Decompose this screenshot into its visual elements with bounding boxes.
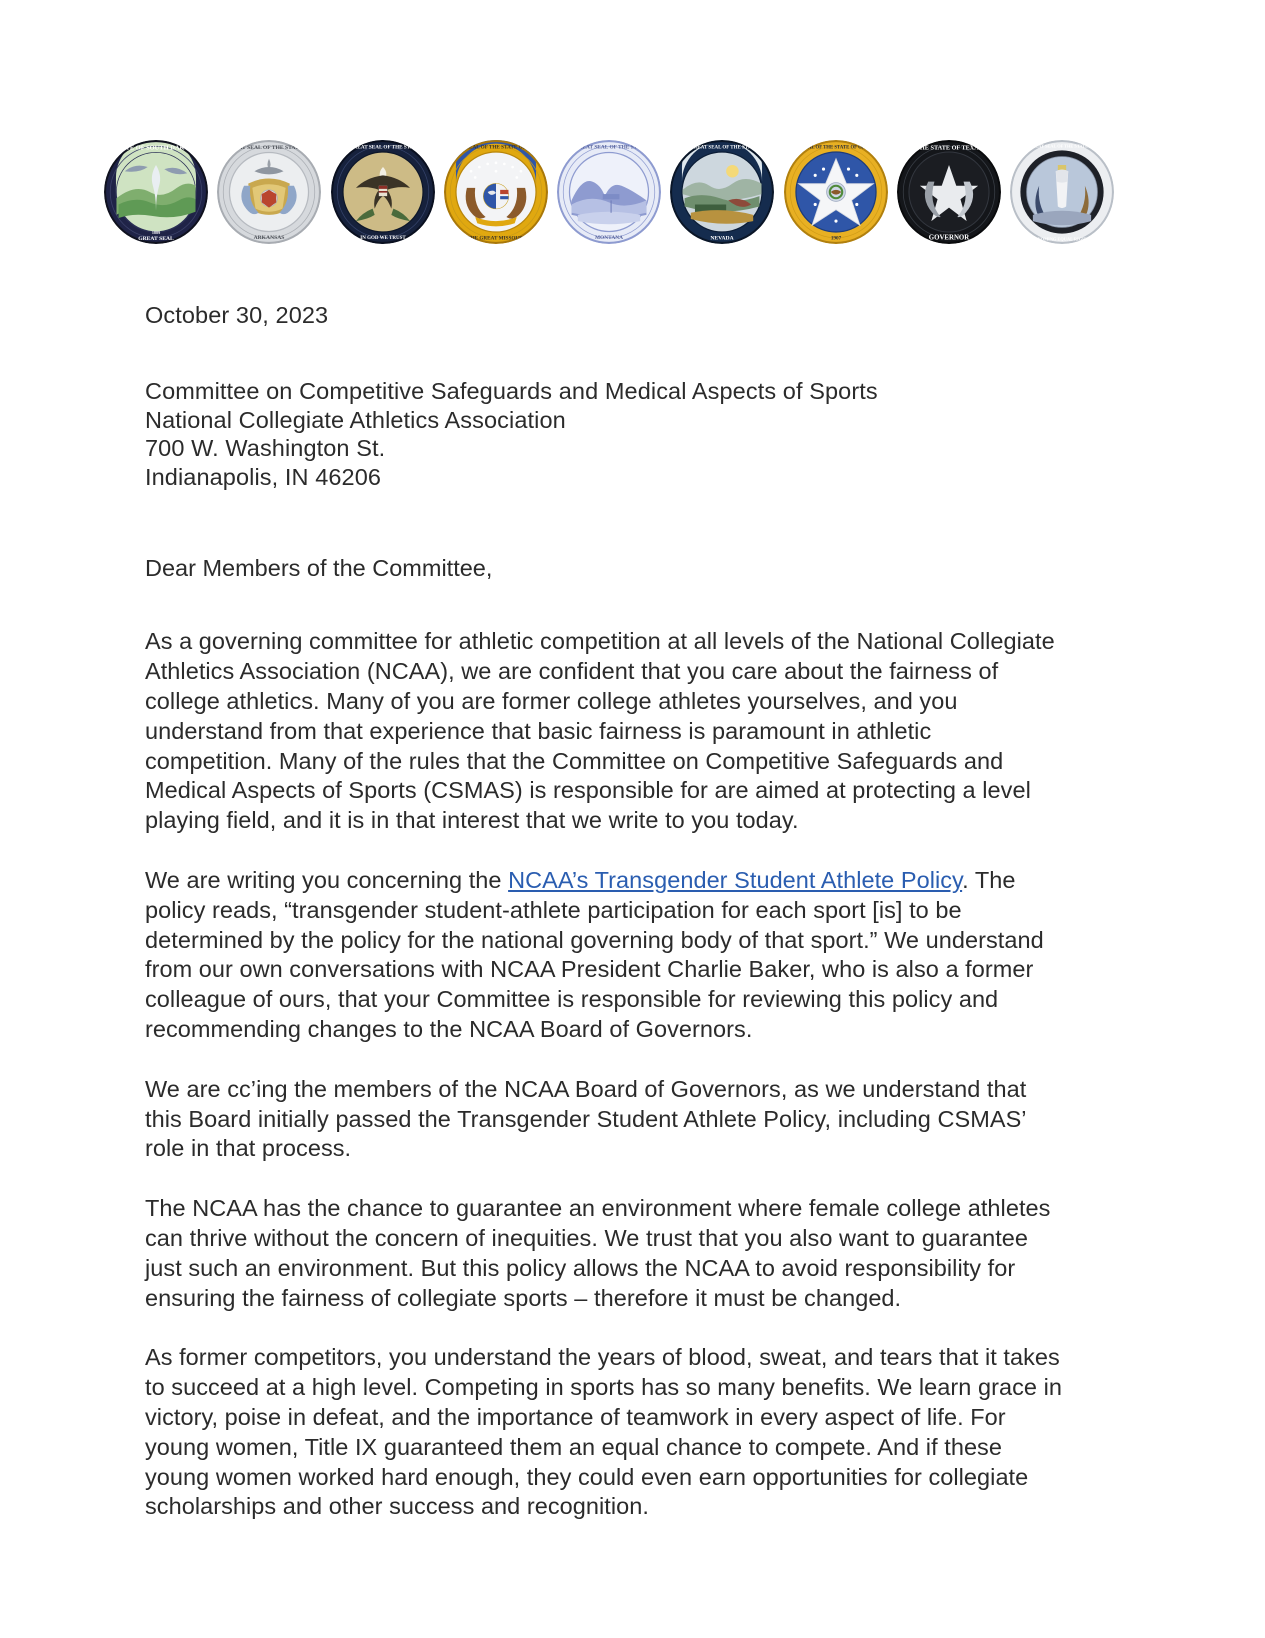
address-line: 700 W. Washington St. xyxy=(145,435,386,462)
svg-text:NEVADA: NEVADA xyxy=(710,235,734,242)
svg-text:THE GREAT SEAL OF THE STATE OF: THE GREAT SEAL OF THE STATE OF xyxy=(336,144,429,151)
body-paragraph-4: The NCAA has the chance to guarantee an environment where female college athletes can thrive without the concern of inequities. We trust that you also want to guarantee just such an environment. But this policy allows the NCAA to avoid responsibility for ensuring the fairness of collegiate sports – therefore it must be changed. xyxy=(145,1195,1051,1311)
seal-missouri xyxy=(444,140,548,244)
address-line: National Collegiate Athletics Association xyxy=(145,406,566,433)
svg-text:1907: 1907 xyxy=(830,235,841,242)
seal-montana xyxy=(557,140,661,244)
letter-content xyxy=(145,300,1065,1522)
link-para-before: We are writing you concerning the xyxy=(145,866,509,893)
svg-text:GREAT SEAL OF THE STATE OF: GREAT SEAL OF THE STATE OF xyxy=(226,144,312,151)
svg-text:1889: 1889 xyxy=(151,230,161,236)
state-seals-row xyxy=(104,132,1114,252)
body-paragraph-5: As former competitors, you understand the years of blood, sweat, and tears that it takes to succeed at a high level. Competing in sports has so many benefits. We learn grace in victory, poise in defeat, and the importance of teamwork in every aspect of life. For young women, Title IX guaranteed them an equal chance to compete. And if these young women worked hard enough, they could even earn opportunities for collegiate scholarships and other success and recognition. xyxy=(145,1344,1062,1520)
seal-arkansas xyxy=(217,140,321,244)
body-paragraph-1: As a governing committee for athletic competition at all levels of the National Collegiate Athletics Association (NCAA), we are confident that you care about the fairness of college athletics. Many of you are former college athletes yourselves, and you understand from that experience that basic fairness is paramount in athletic competition. Many of the rules that the Committee on Competitive Safeguards and Medical Aspects of Sports (CSMAS) is responsible for are aimed at protecting a level playing field, and it is in that interest that we write to you today. xyxy=(145,628,1055,834)
svg-text:WYOMING EQUAL RIGHTS: WYOMING EQUAL RIGHTS xyxy=(1033,236,1091,242)
recipient-address xyxy=(145,377,1065,491)
svg-text:THE GREAT SEAL OF THE STATE OF: THE GREAT SEAL OF THE STATE OF xyxy=(561,144,657,151)
link-para-after: . The policy reads, “transgender student-athlete participation for each sport [is] to be determined by the policy for the national governing body of that sport.” We understand from our own conversations with NCAA President Charlie Baker, who is also a former colleague of ours, that your Committee is responsible for reviewing this policy and recommending changes to the NCAA Board of Governors. xyxy=(145,866,1044,1042)
svg-text:GOVERNOR: GOVERNOR xyxy=(928,234,969,242)
address-line: Indianapolis, IN 46206 xyxy=(145,463,382,490)
svg-text:GREAT SEAL OF THE STATE OF OKL: GREAT SEAL OF THE STATE OF OKLAHOMA xyxy=(783,145,888,151)
seal-nevada xyxy=(670,140,774,244)
seal-oklahoma xyxy=(784,140,888,244)
svg-text:THE GREAT SEAL OF THE STATE OF: THE GREAT SEAL OF THE STATE OF xyxy=(678,145,767,151)
svg-text:STATE OF SOUTH DAKOTA: STATE OF SOUTH DAKOTA xyxy=(114,144,198,152)
svg-text:THE GREAT MISSOURI: THE GREAT MISSOURI xyxy=(466,235,525,242)
salutation: Dear Members of the Committee, xyxy=(145,555,493,582)
svg-text:MONTANA: MONTANA xyxy=(594,235,624,242)
svg-text:ARKANSAS: ARKANSAS xyxy=(253,235,285,242)
svg-text:GREAT SEAL: GREAT SEAL xyxy=(138,235,174,242)
svg-text:IN GOD WE TRUST: IN GOD WE TRUST xyxy=(359,236,406,242)
svg-text:SEAL OF THE STATE OF: SEAL OF THE STATE OF xyxy=(465,144,526,151)
letter-date: October 30, 2023 xyxy=(145,302,329,328)
address-line: Committee on Competitive Safeguards and Medical Aspects of Sports xyxy=(145,378,878,404)
svg-text:GREAT SEAL OF THE STATE OF: GREAT SEAL OF THE STATE OF xyxy=(1028,143,1096,149)
seal-south-dakota xyxy=(104,140,208,244)
seal-texas-governor xyxy=(897,140,1001,244)
svg-text:THE STATE OF TEXAS: THE STATE OF TEXAS xyxy=(915,144,982,152)
body-paragraph-2 xyxy=(145,866,1065,1045)
ncaa-transgender-policy-link[interactable]: NCAA’s Transgender Student Athlete Policy xyxy=(508,866,963,893)
seal-wyoming xyxy=(1010,140,1114,244)
body-paragraph-3: We are cc’ing the members of the NCAA Board of Governors, as we understand that this Board initially passed the Transgender Student Athlete Policy, including CSMAS’ role in that process. xyxy=(145,1075,1027,1162)
seal-mississippi xyxy=(331,140,435,244)
